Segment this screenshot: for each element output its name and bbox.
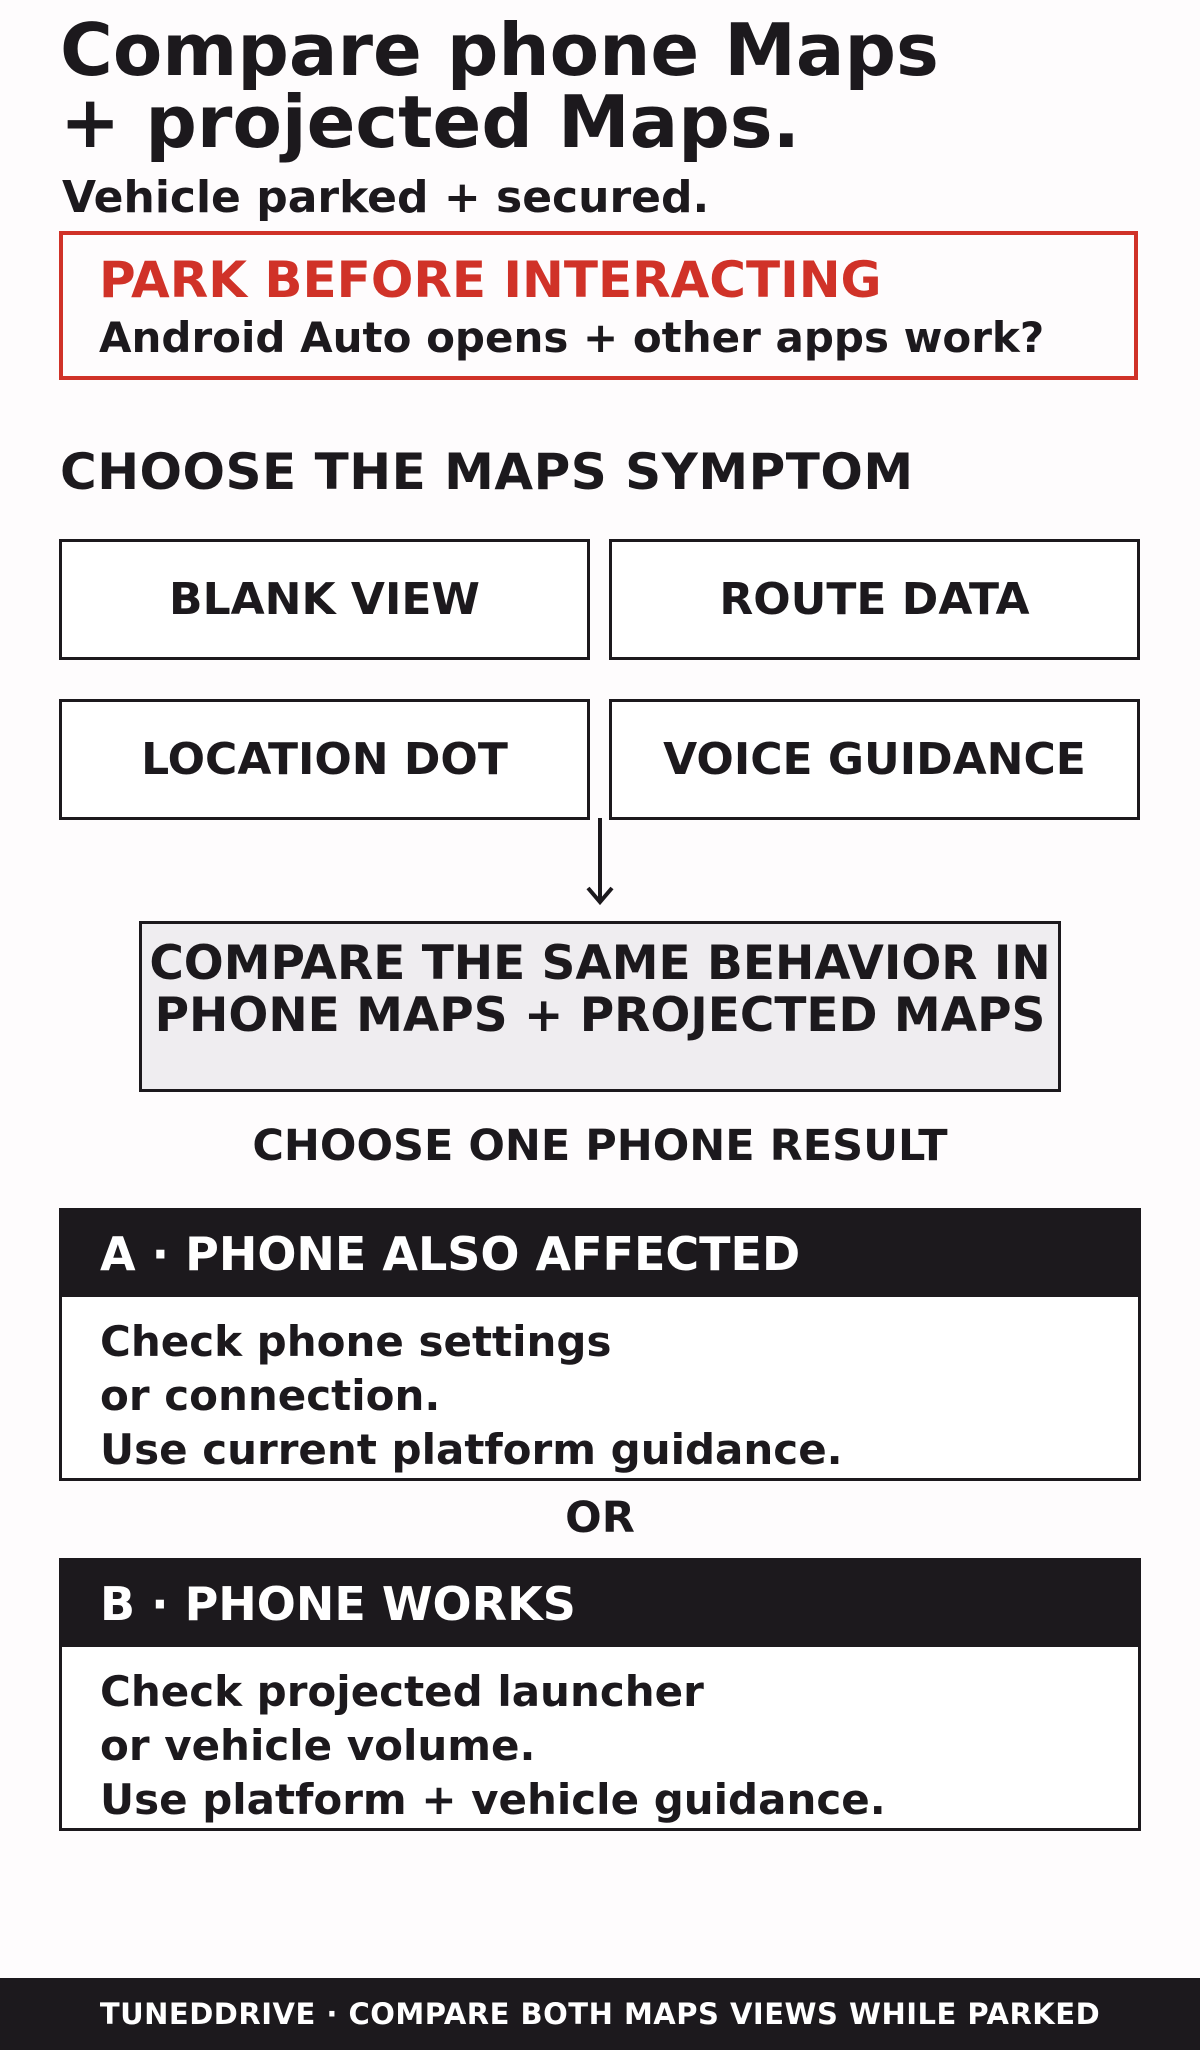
title-line-1: Compare phone Maps [60, 8, 939, 92]
or-separator: OR [565, 1493, 635, 1543]
result-card-a-line-1: Check phone settings [100, 1317, 612, 1366]
result-card-a-body [62, 1297, 1138, 1477]
symptom-option-voice-guidance[interactable]: VOICE GUIDANCE [609, 699, 1140, 820]
symptom-option-blank-view[interactable]: BLANK VIEW [59, 539, 590, 660]
result-card-b-line-2: or vehicle volume. [100, 1721, 536, 1770]
result-card-b-body [62, 1647, 1138, 1827]
result-section-label: CHOOSE ONE PHONE RESULT [252, 1121, 948, 1171]
result-card-b-line-1: Check projected launcher [100, 1667, 704, 1716]
result-card-b[interactable] [59, 1558, 1141, 1831]
compare-line-1: COMPARE THE SAME BEHAVIOR IN [149, 936, 1051, 991]
title-line-2: + projected Maps. [60, 80, 800, 164]
page-title [60, 8, 1160, 164]
symptom-option-location-dot[interactable]: LOCATION DOT [59, 699, 590, 820]
result-card-a-line-3: Use current platform guidance. [100, 1425, 843, 1474]
footer-banner: TUNEDDRIVE · COMPARE BOTH MAPS VIEWS WHILE PARKED [0, 1978, 1200, 2050]
compare-instruction-box [139, 921, 1061, 1092]
down-arrow-icon [580, 818, 620, 908]
result-card-b-heading: B · PHONE WORKS [62, 1561, 1138, 1647]
result-card-a[interactable] [59, 1208, 1141, 1481]
page-subtitle: Vehicle parked + secured. [62, 172, 710, 223]
result-card-a-line-2: or connection. [100, 1371, 441, 1420]
warning-text: Android Auto opens + other apps work? [99, 313, 1045, 362]
result-card-a-heading: A · PHONE ALSO AFFECTED [62, 1211, 1138, 1297]
result-card-b-line-3: Use platform + vehicle guidance. [100, 1775, 886, 1824]
symptom-section-label: CHOOSE THE MAPS SYMPTOM [60, 443, 914, 501]
compare-line-2: PHONE MAPS + PROJECTED MAPS [154, 988, 1046, 1043]
symptom-option-route-data[interactable]: ROUTE DATA [609, 539, 1140, 660]
warning-heading: PARK BEFORE INTERACTING [99, 251, 882, 309]
